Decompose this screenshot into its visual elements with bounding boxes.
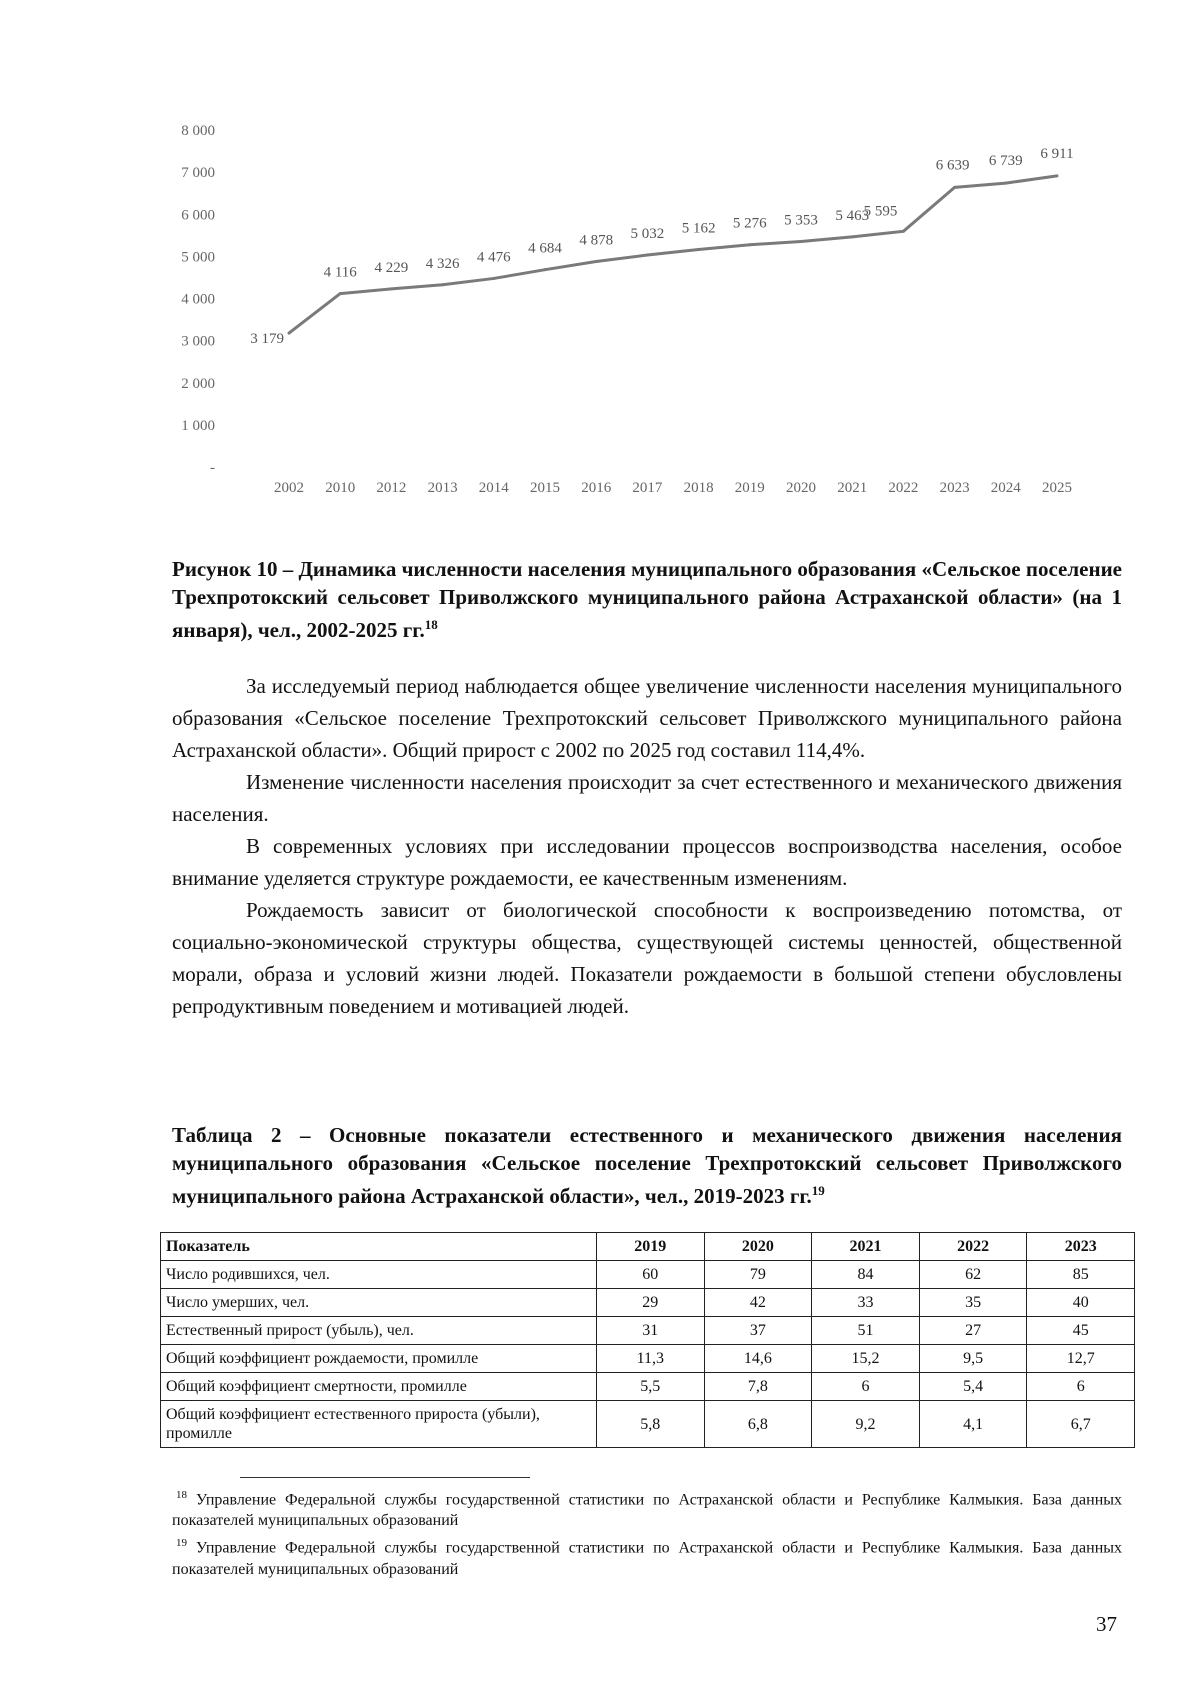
data-point (697, 248, 700, 251)
table-cell: 5,5 (597, 1373, 705, 1401)
row-label: Число умерших, чел. (161, 1289, 597, 1317)
y-tick-label: 6 000 (181, 207, 215, 224)
data-point (492, 277, 495, 280)
data-label: 4 878 (579, 232, 614, 249)
data-label: 5 276 (732, 215, 767, 232)
table-caption-text: Таблица 2 – Основные показатели естественного и механического движения населения муниципального образования «Сельское поселение Трехпротокский сельсовет Приволжского муниципального района Астраханской области», чел., 2019-2023 гг. (172, 1123, 1122, 1208)
table-cell: 5,4 (919, 1373, 1027, 1401)
table-cell: 9,2 (812, 1401, 920, 1448)
table-cell: 6,8 (704, 1401, 812, 1448)
data-point (748, 243, 751, 246)
paragraph: За исследуемый период наблюдается общее увеличение численности населения муниципального образования «Сельское поселение Трехпротокский сельсовет Приволжского муниципального района Астраханской области». Общий прирост с 2002 по 2025 год составил 114,4%. (172, 674, 1122, 762)
table-cell: 42 (704, 1289, 812, 1317)
x-tick-label: 2015 (530, 480, 560, 496)
y-tick-label: 5 000 (181, 249, 215, 266)
table-row (161, 1317, 1135, 1345)
y-tick-label: - (210, 460, 215, 476)
header-cell: 2020 (704, 1233, 812, 1261)
figure-caption (172, 555, 1122, 644)
body-text (172, 670, 1122, 1022)
table-cell: 6,7 (1027, 1401, 1135, 1448)
series-line (289, 176, 1057, 333)
header-cell: 2023 (1027, 1233, 1135, 1261)
data-label: 4 229 (374, 259, 409, 276)
y-tick-label: 4 000 (181, 291, 215, 308)
footnote-number: 19 (176, 1537, 187, 1550)
table-cell: 79 (704, 1261, 812, 1289)
data-point (851, 235, 854, 238)
paragraph: Изменение численности населения происходит за счет естественного и механического движения населения. (172, 770, 1122, 826)
table-caption (172, 1121, 1122, 1210)
data-label: 4 684 (528, 240, 562, 257)
table-cell: 12,7 (1027, 1345, 1135, 1373)
data-label: 6 639 (935, 157, 970, 174)
table-cell: 29 (597, 1289, 705, 1317)
table-cell: 45 (1027, 1317, 1135, 1345)
y-tick-label: 2 000 (181, 375, 215, 392)
data-point (1004, 182, 1007, 185)
y-tick-label: 8 000 (181, 123, 215, 139)
header-cell: 2021 (812, 1233, 920, 1261)
table-cell: 84 (812, 1261, 920, 1289)
data-point (390, 287, 393, 290)
header-cell: Показатель (161, 1233, 597, 1261)
header-cell: 2022 (919, 1233, 1027, 1261)
data-label: 5 353 (784, 212, 818, 229)
data-label: 4 476 (476, 249, 511, 266)
data-label: 6 911 (1040, 145, 1074, 162)
x-tick-label: 2016 (581, 480, 612, 496)
row-label: Число родившихся, чел. (161, 1261, 597, 1289)
table-cell: 35 (919, 1289, 1027, 1317)
footnote (172, 1485, 1122, 1531)
table-cell: 27 (919, 1317, 1027, 1345)
x-tick-label: 2022 (888, 480, 919, 496)
figure-footnote-ref: 18 (424, 617, 438, 632)
table-cell: 40 (1027, 1289, 1135, 1317)
data-point (902, 230, 905, 233)
data-label: 5 595 (863, 203, 898, 220)
table-header-row (161, 1233, 1135, 1261)
population-line-chart (150, 115, 1110, 555)
x-tick-label: 2013 (427, 480, 458, 496)
table-cell: 14,6 (704, 1345, 812, 1373)
x-tick-label: 2020 (786, 480, 816, 496)
x-tick-label: 2012 (376, 480, 407, 496)
x-tick-label: 2023 (939, 480, 970, 496)
data-point (544, 268, 547, 271)
footnotes (172, 1485, 1122, 1582)
data-point (595, 260, 598, 263)
data-label: 3 179 (250, 331, 284, 348)
table-cell: 11,3 (597, 1345, 705, 1373)
y-tick-label: 1 000 (181, 417, 215, 434)
footnote-number: 18 (176, 1489, 187, 1501)
table-cell: 4,1 (919, 1401, 1027, 1448)
table-cell: 6 (1027, 1373, 1135, 1401)
paragraph: В современных условиях при исследовании процессов воспроизводства населения, особое внимание уделяется структуре рождаемости, ее качественным изменениям. (172, 834, 1122, 890)
figure-caption-text: Рисунок 10 – Динамика численности населения муниципального образования «Сельское поселение Трехпротокский сельсовет Приволжского муниципального района Астраханской области» (на 1 января), чел., 2002-2025 гг. (172, 557, 1122, 642)
x-tick-label: 2018 (683, 480, 714, 496)
table-cell: 33 (812, 1289, 920, 1317)
chart-svg (150, 115, 1110, 555)
y-tick-label: 7 000 (181, 165, 215, 182)
data-point (339, 292, 342, 295)
x-tick-label: 2010 (325, 480, 356, 496)
row-label: Общий коэффициент естественного прироста (убыли), промилле (161, 1401, 597, 1448)
x-tick-label: 2019 (734, 480, 765, 496)
table-cell: 60 (597, 1261, 705, 1289)
paragraph: Рождаемость зависит от биологической способности к воспроизведению потомства, от социально-экономической структуры общества, существующей системы ценностей, общественной морали, образа и условий жизни людей. Показатели рождаемости в большой степени обусловлены репродуктивным поведением и мотивацией людей. (172, 898, 1122, 1018)
row-label: Общий коэффициент рождаемости, промилле (161, 1345, 597, 1373)
table-cell: 37 (704, 1317, 812, 1345)
x-tick-label: 2024 (990, 480, 1021, 496)
data-label: 5 463 (835, 207, 870, 224)
data-label: 4 326 (425, 255, 460, 272)
table-cell: 85 (1027, 1261, 1135, 1289)
table-cell: 6 (812, 1373, 920, 1401)
data-label: 4 116 (323, 264, 357, 281)
table-cell: 5,8 (597, 1401, 705, 1448)
y-tick-label: 3 000 (181, 333, 215, 350)
x-tick-label: 2002 (274, 480, 304, 496)
x-tick-label: 2014 (478, 480, 509, 496)
row-label: Общий коэффициент смертности, промилле (161, 1373, 597, 1401)
table-cell: 15,2 (812, 1345, 920, 1373)
table-row (161, 1261, 1135, 1289)
data-point (953, 186, 956, 189)
row-label: Естественный прирост (убыль), чел. (161, 1317, 597, 1345)
table-cell: 7,8 (704, 1373, 812, 1401)
table-cell: 9,5 (919, 1345, 1027, 1373)
x-tick-label: 2017 (632, 480, 663, 496)
data-label: 5 032 (630, 226, 665, 243)
data-point (646, 254, 649, 257)
data-point (288, 332, 291, 335)
footnote-divider (240, 1477, 530, 1478)
page-number: 37 (1096, 1612, 1117, 1636)
table-cell: 31 (597, 1317, 705, 1345)
x-tick-label: 2025 (1042, 480, 1072, 496)
footnote (172, 1533, 1122, 1579)
indicators-table (160, 1232, 1135, 1448)
header-cell: 2019 (597, 1233, 705, 1261)
table-footnote-ref: 19 (811, 1183, 825, 1198)
table-row (161, 1373, 1135, 1401)
footnote-text: Управление Федеральной службы государственной статистики по Астраханской области и Республике Калмыкия. База данных показателей муниципальных образований (172, 1539, 1123, 1578)
table-row (161, 1289, 1135, 1317)
data-label: 5 162 (681, 220, 716, 237)
x-tick-label: 2021 (837, 480, 868, 496)
data-label: 6 739 (988, 153, 1023, 170)
table-cell: 51 (812, 1317, 920, 1345)
table-cell: 62 (919, 1261, 1027, 1289)
table-row (161, 1345, 1135, 1373)
table-row (161, 1401, 1135, 1448)
data-point (800, 240, 803, 243)
footnote-text: Управление Федеральной службы государственной статистики по Астраханской области и Республике Калмыкия. База данных показателей муниципальных образований (172, 1491, 1123, 1530)
data-point (1056, 174, 1059, 177)
data-point (441, 283, 444, 286)
